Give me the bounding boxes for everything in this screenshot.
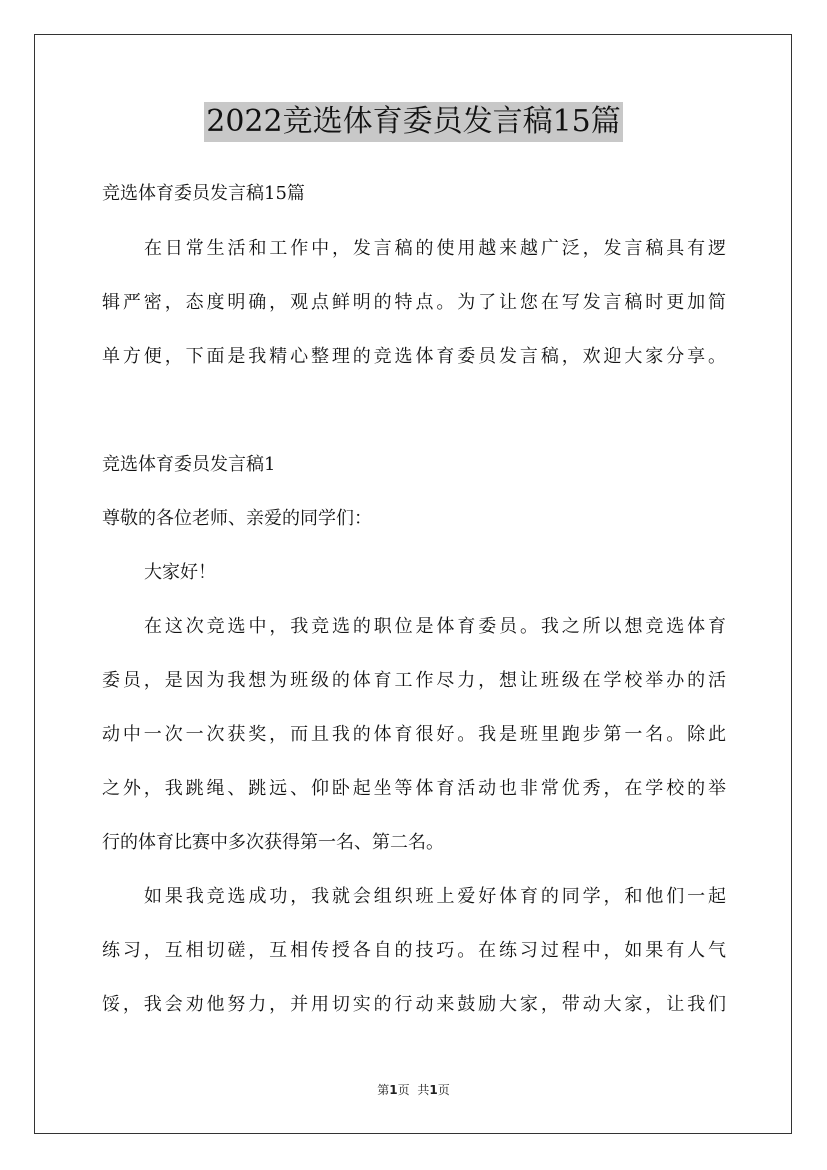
- total-pages: 1: [429, 1083, 438, 1097]
- total-suffix: 页: [437, 1083, 450, 1097]
- salutation-line: 尊敬的各位老师、亲爱的同学们：: [102, 508, 372, 529]
- paragraph-line: 如果我竞选成功，我就会组织班上爱好体育的同学，和他们一起: [144, 886, 726, 907]
- title-container: [0, 102, 827, 142]
- paragraph-line: 在日常生活和工作中，发言稿的使用越来越广泛，发言稿具有逻: [144, 238, 726, 259]
- paragraph-line: 委员，是因为我想为班级的体育工作尽力，想让班级在学校举办的活: [102, 670, 726, 691]
- document-title: 2022竞选体育委员发言稿15篇: [204, 102, 623, 142]
- page-number: 1: [389, 1083, 398, 1097]
- page-prefix: 第: [377, 1083, 390, 1097]
- paragraph-line: 行的体育比赛中多次获得第一名、第二名。: [102, 832, 444, 853]
- page-footer: [0, 1082, 827, 1098]
- paragraph-line: 之外，我跳绳、跳远、仰卧起坐等体育活动也非常优秀，在学校的举: [102, 778, 726, 799]
- paragraph-line: 在这次竞选中，我竞选的职位是体育委员。我之所以想竞选体育: [144, 616, 726, 637]
- paragraph-line: 辑严密，态度明确，观点鲜明的特点。为了让您在写发言稿时更加简: [102, 292, 726, 313]
- paragraph-line: 练习，互相切磋，互相传授各自的技巧。在练习过程中，如果有人气: [102, 940, 726, 961]
- subtitle-line: 竞选体育委员发言稿15篇: [102, 183, 305, 204]
- section-heading: 竞选体育委员发言稿1: [102, 454, 276, 475]
- paragraph-line: 单方便，下面是我精心整理的竞选体育委员发言稿，欢迎大家分享。: [102, 346, 726, 367]
- paragraph-line: 动中一次一次获奖，而且我的体育很好。我是班里跑步第一名。除此: [102, 724, 726, 745]
- paragraph-line: 馁，我会劝他努力，并用切实的行动来鼓励大家，带动大家，让我们: [102, 994, 726, 1015]
- total-prefix: 共: [417, 1083, 430, 1097]
- greeting-line: 大家好！: [144, 562, 216, 583]
- page-suffix: 页: [397, 1083, 410, 1097]
